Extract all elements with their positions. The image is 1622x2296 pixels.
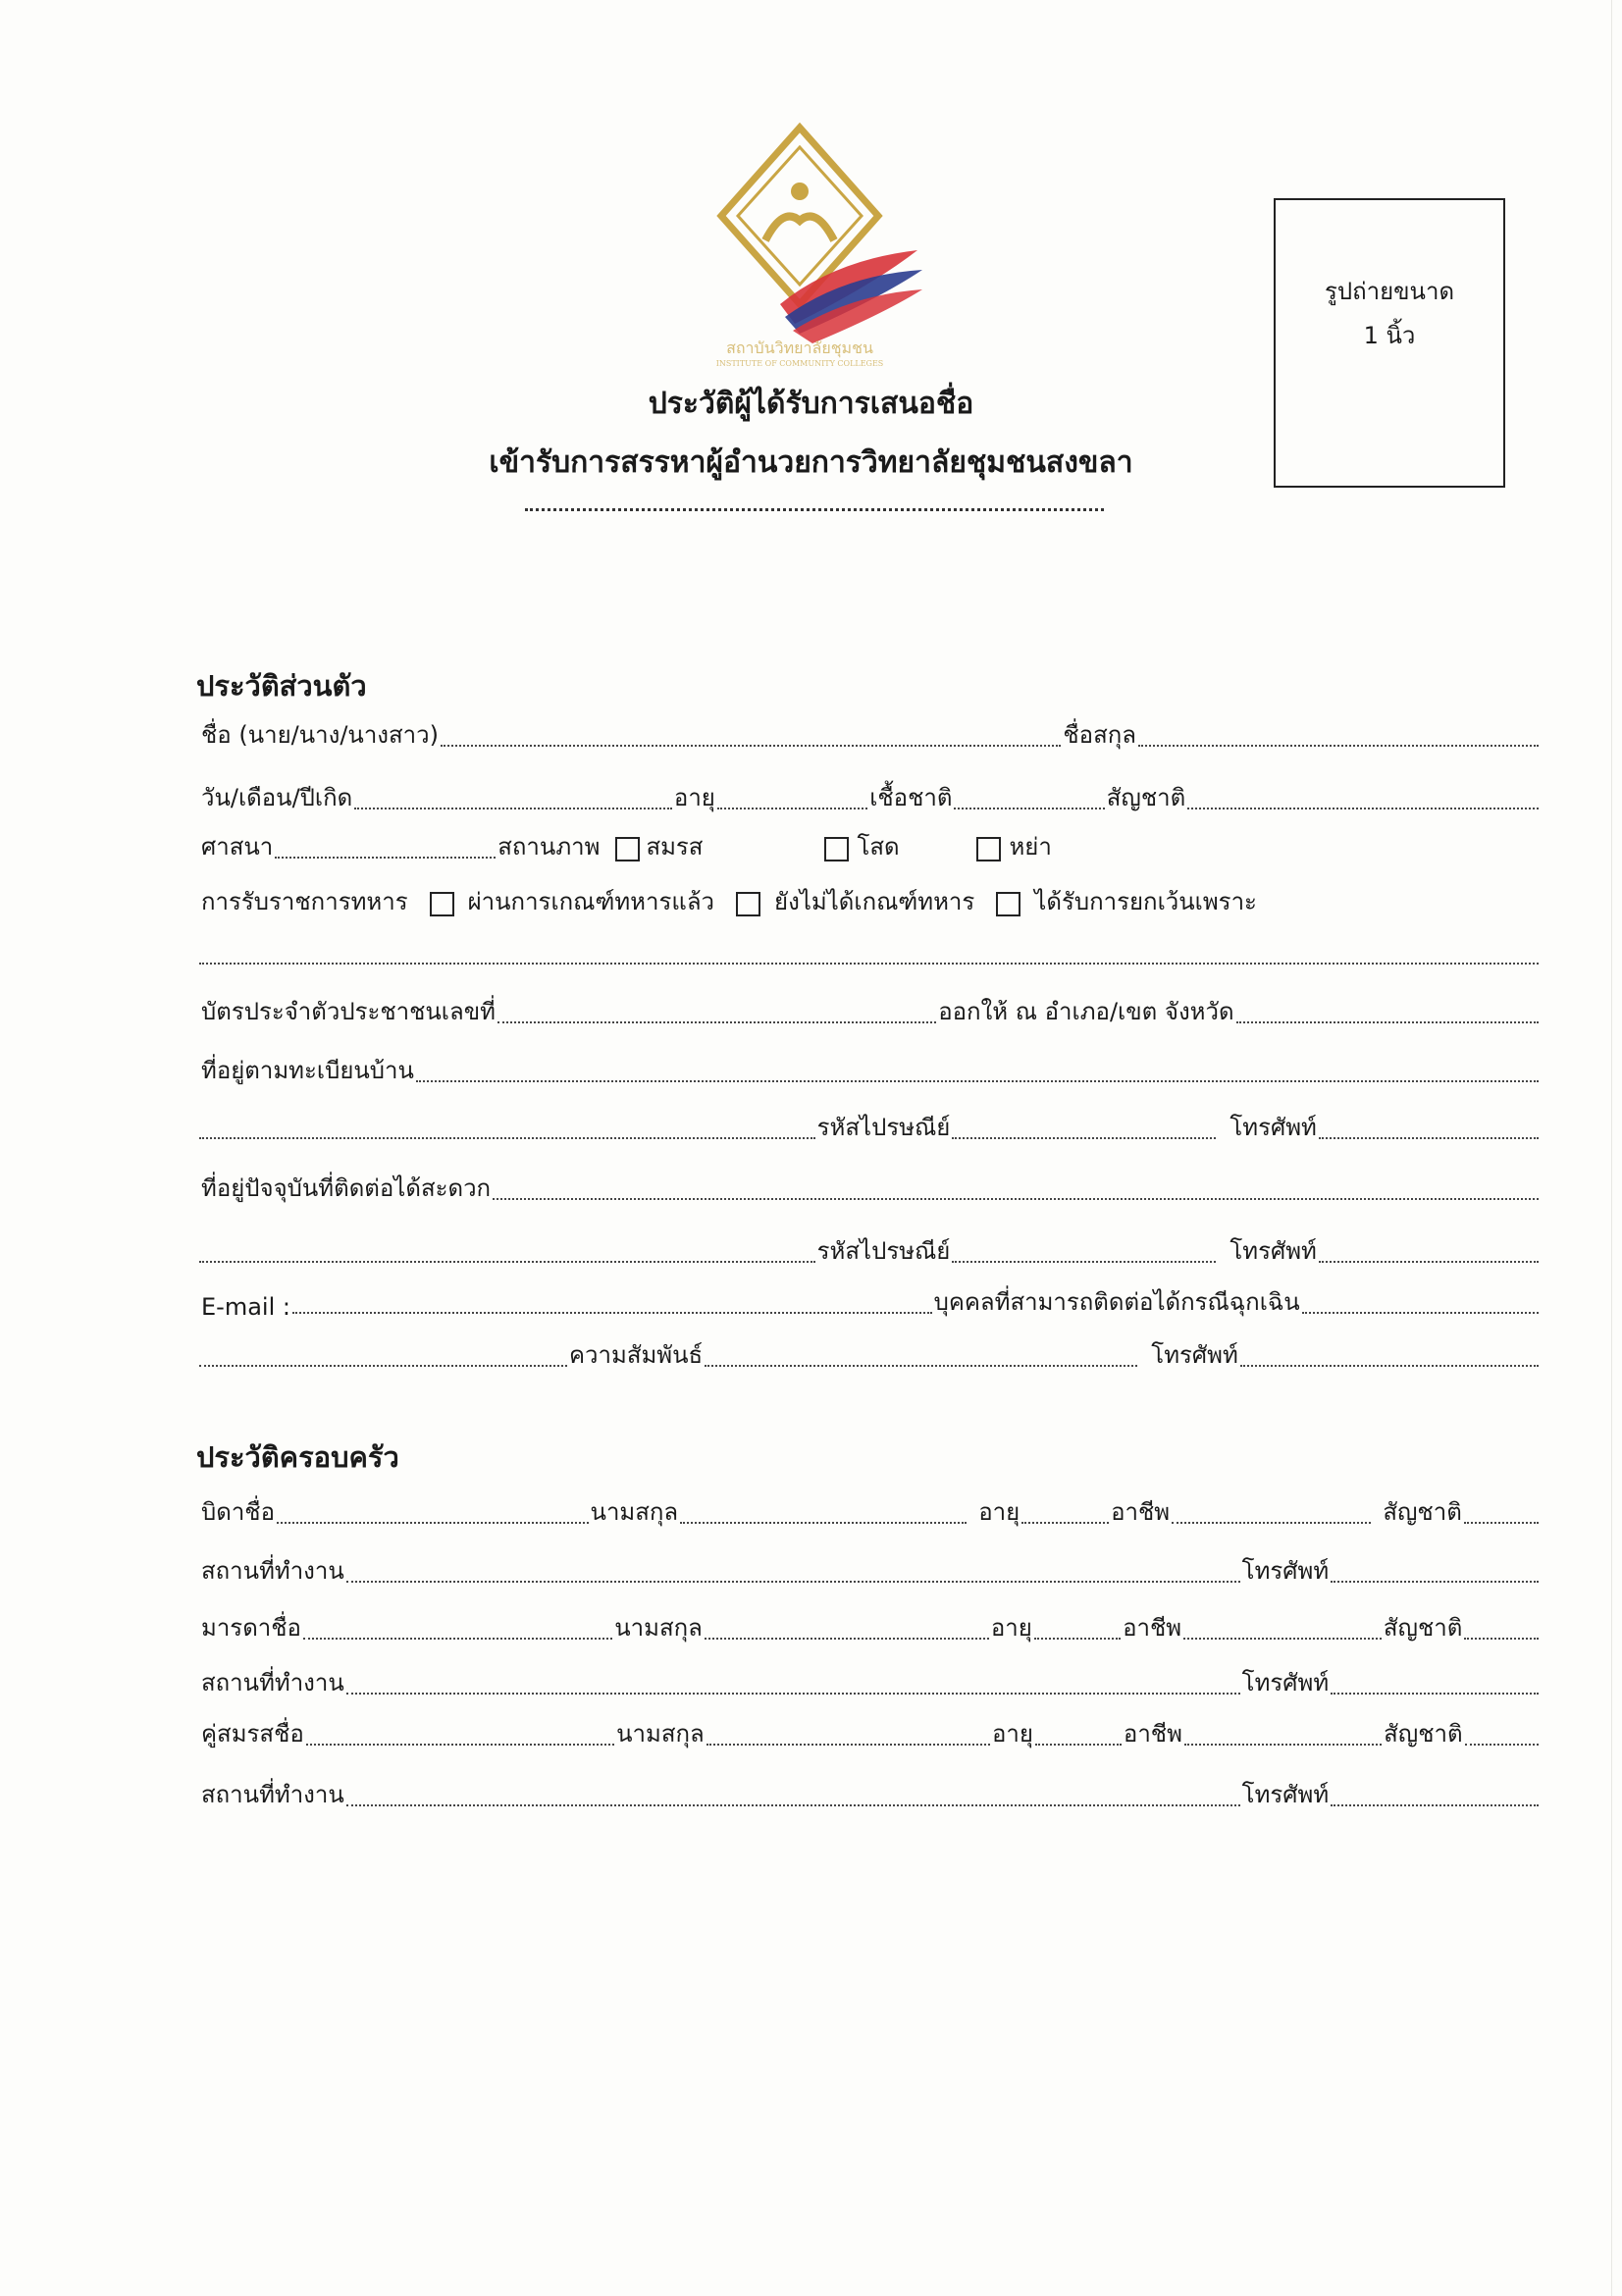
- father-workplace-label: สถานที่ทำงาน: [201, 1557, 344, 1585]
- row-idcard: [199, 991, 1539, 1030]
- dob-label: วัน/เดือน/ปีเกิด: [201, 784, 353, 811]
- mother-surname-label: นามสกุล: [614, 1614, 703, 1642]
- email-label: E-mail :: [201, 1293, 290, 1321]
- current-address-line2-field[interactable]: [199, 1261, 815, 1263]
- mother-occupation-label: อาชีพ: [1123, 1614, 1182, 1642]
- father-occupation-field[interactable]: [1172, 1522, 1371, 1524]
- age-field[interactable]: [717, 808, 867, 809]
- father-occupation-label: อาชีพ: [1111, 1498, 1171, 1526]
- father-label: บิดาชื่อ: [201, 1498, 275, 1526]
- mother-name-field[interactable]: [303, 1638, 612, 1640]
- row-father-work: [199, 1550, 1539, 1590]
- mother-surname-field[interactable]: [705, 1638, 989, 1640]
- row-exempt-reason: [199, 932, 1539, 971]
- row-current-address: [199, 1168, 1539, 1207]
- mother-workplace-label: สถานที่ทำงาน: [201, 1669, 344, 1696]
- father-nationality-label: สัญชาติ: [1383, 1498, 1462, 1526]
- status-married-label: สมรส: [646, 833, 704, 861]
- father-nationality-field[interactable]: [1464, 1522, 1539, 1524]
- photo-size: 1 นิ้ว: [1363, 322, 1416, 349]
- military-exempt-checkbox[interactable]: [996, 892, 1020, 916]
- form-title-line1: ประวัติผู้ได้รับการเสนอชื่อ: [648, 387, 974, 421]
- reg-postcode-field[interactable]: [952, 1137, 1216, 1139]
- reg-address-label: ที่อยู่ตามทะเบียนบ้าน: [201, 1057, 414, 1084]
- dob-field[interactable]: [354, 808, 672, 809]
- status-married-checkbox[interactable]: [615, 837, 640, 861]
- reg-address-field[interactable]: [416, 1080, 1539, 1082]
- name-field[interactable]: [441, 745, 1061, 747]
- father-phone-label: โทรศัพท์: [1241, 1557, 1330, 1585]
- logo-text-th: สถาบันวิทยาลัยชุมชน: [726, 339, 873, 357]
- father-name-field[interactable]: [277, 1522, 589, 1524]
- military-not-yet-checkbox[interactable]: [736, 892, 760, 916]
- father-surname-field[interactable]: [680, 1522, 967, 1524]
- mother-phone-field[interactable]: [1331, 1693, 1539, 1695]
- spouse-label: คู่สมรสชื่อ: [201, 1720, 304, 1748]
- spouse-nationality-label: สัญชาติ: [1384, 1720, 1463, 1748]
- mother-occupation-field[interactable]: [1183, 1638, 1382, 1640]
- military-exempt-label: ได้รับการยกเว้นเพราะ: [1034, 888, 1257, 915]
- institute-logo: [687, 113, 932, 368]
- page-edge: [1611, 0, 1612, 2296]
- spouse-surname-field[interactable]: [706, 1744, 990, 1746]
- spouse-nationality-field[interactable]: [1465, 1744, 1539, 1746]
- row-current-address-2: [199, 1230, 1539, 1270]
- photo-label: รูปถ่ายขนาด: [1324, 278, 1455, 305]
- nationality-field[interactable]: [1187, 808, 1539, 809]
- email-field[interactable]: [292, 1312, 932, 1314]
- reg-phone-label: โทรศัพท์: [1230, 1114, 1317, 1141]
- logo-text-en: INSTITUTE OF COMMUNITY COLLEGES: [715, 359, 884, 368]
- mother-age-label: อายุ: [990, 1614, 1032, 1642]
- current-phone-field[interactable]: [1319, 1261, 1539, 1263]
- status-single-label: โสด: [857, 833, 900, 861]
- personal-heading: ประวัติส่วนตัว: [196, 669, 367, 703]
- id-card-label: บัตรประจำตัวประชาชนเลขที่: [201, 998, 496, 1025]
- age-label: อายุ: [673, 784, 715, 811]
- spouse-workplace-label: สถานที่ทำงาน: [201, 1781, 344, 1808]
- row-reg-address-2: [199, 1107, 1539, 1146]
- reg-address-line2-field[interactable]: [199, 1137, 815, 1139]
- current-postcode-label: รหัสไปรษณีย์: [816, 1237, 951, 1265]
- race-field[interactable]: [954, 808, 1104, 809]
- emergency-label: บุคคลที่สามารถติดต่อได้กรณีฉุกเฉิน: [933, 1288, 1300, 1316]
- row-name: [199, 714, 1539, 754]
- id-card-field[interactable]: [497, 1021, 936, 1023]
- issued-field[interactable]: [1236, 1021, 1539, 1023]
- father-workplace-field[interactable]: [346, 1581, 1240, 1583]
- military-label: การรับราชการทหาร: [201, 888, 408, 915]
- father-phone-field[interactable]: [1331, 1581, 1539, 1583]
- emergency-name-field[interactable]: [199, 1365, 567, 1367]
- row-father: [199, 1491, 1539, 1531]
- family-heading: ประวัติครอบครัว: [196, 1440, 399, 1474]
- surname-label: ชื่อสกุล: [1063, 721, 1136, 749]
- row-relationship: [199, 1334, 1539, 1374]
- title-underline-field[interactable]: [525, 508, 1104, 511]
- spouse-phone-label: โทรศัพท์: [1241, 1781, 1330, 1808]
- spouse-workplace-field[interactable]: [346, 1804, 1240, 1806]
- spouse-age-label: อายุ: [991, 1720, 1033, 1748]
- race-label: เชื้อชาติ: [869, 784, 953, 811]
- row-spouse: [199, 1713, 1539, 1752]
- emergency-phone-field[interactable]: [1240, 1365, 1539, 1367]
- spouse-phone-field[interactable]: [1331, 1804, 1539, 1806]
- father-surname-label: นามสกุล: [590, 1498, 679, 1526]
- name-label: ชื่อ (นาย/นาง/นางสาว): [201, 721, 439, 749]
- military-done-checkbox[interactable]: [430, 892, 454, 916]
- spouse-name-field[interactable]: [306, 1744, 614, 1746]
- reg-postcode-label: รหัสไปรษณีย์: [816, 1114, 951, 1141]
- status-label: สถานภาพ: [497, 833, 601, 861]
- mother-nationality-label: สัญชาติ: [1383, 1614, 1463, 1642]
- reg-phone-field[interactable]: [1319, 1137, 1539, 1139]
- mother-nationality-field[interactable]: [1464, 1638, 1539, 1640]
- religion-label: ศาสนา: [201, 833, 274, 861]
- row-spouse-work: [199, 1774, 1539, 1813]
- row-dob: [199, 777, 1539, 816]
- nationality-label: สัญชาติ: [1106, 784, 1186, 811]
- spouse-age-field[interactable]: [1035, 1744, 1122, 1746]
- current-address-label: ที่อยู่ปัจจุบันที่ติดต่อได้สะดวก: [201, 1174, 492, 1202]
- row-reg-address: [199, 1050, 1539, 1089]
- current-address-field[interactable]: [493, 1198, 1539, 1200]
- mother-age-field[interactable]: [1034, 1638, 1121, 1640]
- relationship-field[interactable]: [705, 1365, 1137, 1367]
- row-mother-work: [199, 1662, 1539, 1701]
- spouse-occupation-field[interactable]: [1184, 1744, 1382, 1746]
- status-single-checkbox[interactable]: [824, 837, 849, 861]
- row-military: [199, 881, 1539, 920]
- mother-workplace-field[interactable]: [346, 1693, 1240, 1695]
- status-divorced-label: หย่า: [1009, 833, 1052, 861]
- military-done-label: ผ่านการเกณฑ์ทหารแล้ว: [467, 888, 715, 915]
- emergency-field[interactable]: [1302, 1312, 1539, 1314]
- status-divorced-checkbox[interactable]: [976, 837, 1001, 861]
- current-phone-label: โทรศัพท์: [1230, 1237, 1317, 1265]
- surname-field[interactable]: [1138, 745, 1539, 747]
- relationship-label: ความสัมพันธ์: [569, 1341, 704, 1369]
- row-religion: [199, 826, 1539, 865]
- father-age-label: อายุ: [978, 1498, 1020, 1526]
- current-postcode-field[interactable]: [952, 1261, 1216, 1263]
- religion-field[interactable]: [275, 857, 496, 859]
- father-age-field[interactable]: [1021, 1522, 1109, 1524]
- photo-placeholder[interactable]: [1274, 198, 1505, 488]
- emergency-phone-label: โทรศัพท์: [1151, 1341, 1238, 1369]
- form-title-line2: เข้ารับการสรรหาผู้อำนวยการวิทยาลัยชุมชนสงขลา: [489, 445, 1133, 480]
- military-not-yet-label: ยังไม่ได้เกณฑ์ทหาร: [774, 888, 975, 915]
- issued-label: ออกให้ ณ อำเภอ/เขต จังหวัด: [938, 998, 1234, 1025]
- spouse-occupation-label: อาชีพ: [1123, 1720, 1182, 1748]
- mother-label: มารดาชื่อ: [201, 1614, 301, 1642]
- row-mother: [199, 1607, 1539, 1646]
- row-email: [199, 1281, 1539, 1321]
- mother-phone-label: โทรศัพท์: [1241, 1669, 1330, 1696]
- spouse-surname-label: นามสกุล: [616, 1720, 705, 1748]
- exempt-reason-field[interactable]: [199, 963, 1539, 965]
